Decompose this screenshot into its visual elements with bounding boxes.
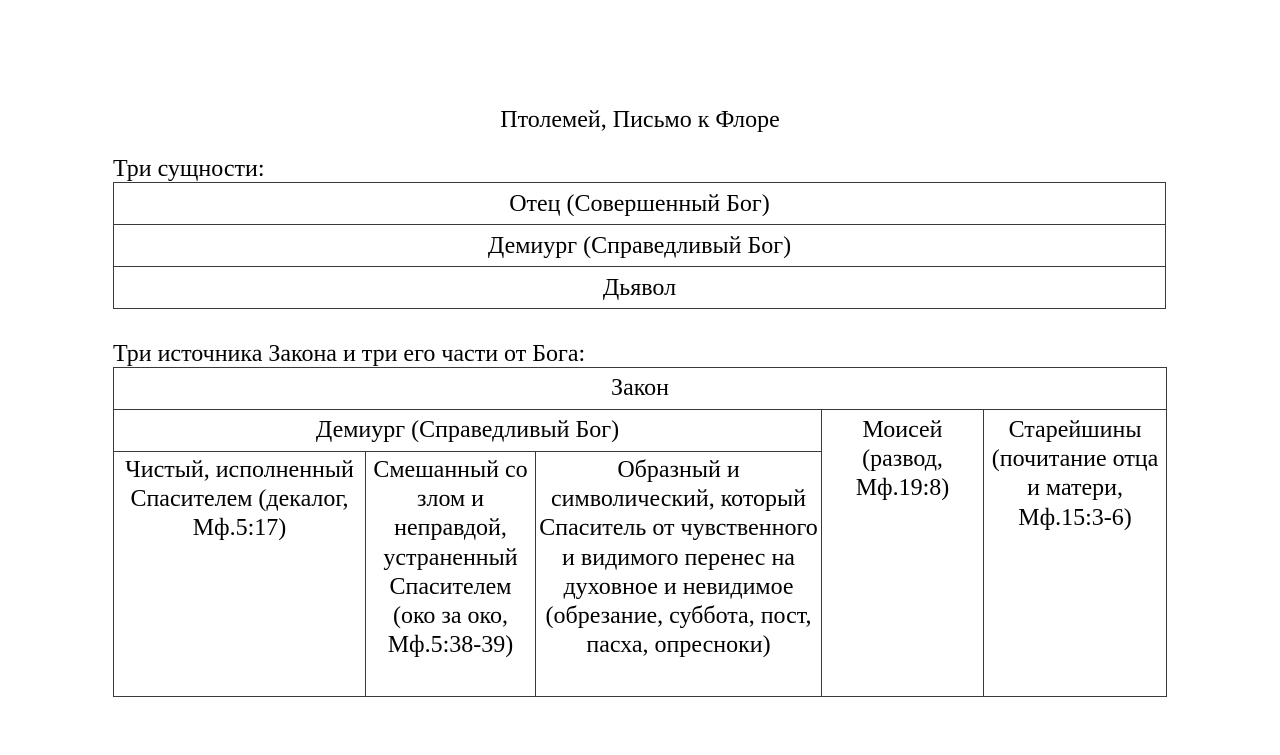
essences-label: Три сущности: [113,156,265,182]
table-row [114,183,1166,225]
table-row [114,225,1166,267]
elders-cell: Старейшины (почитание отца и матери, Мф.15:3-6) [984,410,1167,697]
document-title: Птолемей, Письмо к Флоре [500,107,780,133]
table-row [114,410,1167,452]
table-row [114,368,1167,410]
table-row [114,267,1166,309]
pure-law-cell: Чистый, исполненный Спасителем (декалог, Мф.5:17) [114,452,366,697]
demiurge-cell: Демиург (Справедливый Бог) [114,410,822,452]
essence-devil-cell: Дьявол [114,267,1166,309]
law-header-cell: Закон [114,368,1167,410]
symbolic-law-cell: Образный и символический, который Спаситель от чувственного и видимого перенес на духовное и невидимое (обрезание, суббота, пост, пасха, опресноки) [536,452,822,697]
essence-demiurge-cell: Демиург (Справедливый Бог) [114,225,1166,267]
law-label: Три источника Закона и три его части от Бога: [113,341,586,367]
law-table [113,367,1167,697]
moses-cell: Моисей (развод, Мф.19:8) [822,410,984,697]
essence-father-cell: Отец (Совершенный Бог) [114,183,1166,225]
essences-table [113,182,1166,309]
mixed-law-cell: Смешанный со злом и неправдой, устраненный Спасителем (око за око, Мф.5:38-39) [366,452,536,697]
